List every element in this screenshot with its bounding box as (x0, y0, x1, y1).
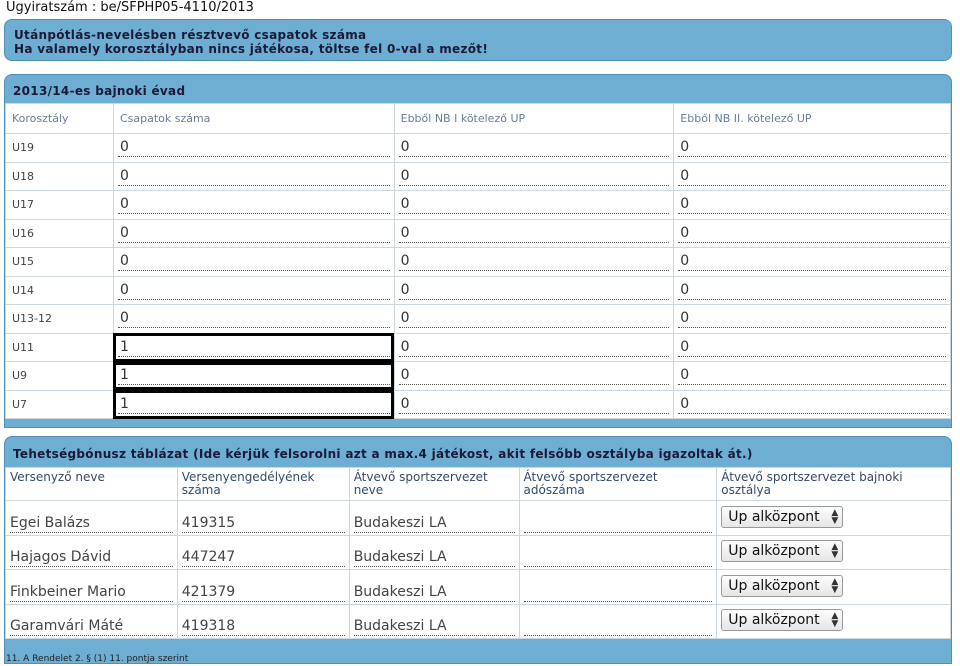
tax-cell[interactable] (519, 570, 717, 605)
bonus-table (5, 467, 951, 639)
club-name-input[interactable]: Budakeszi LA (354, 548, 515, 567)
nb1-input[interactable]: 0 (399, 252, 670, 271)
nb2-cell[interactable] (674, 248, 951, 277)
nb2-input[interactable]: 0 (678, 167, 946, 186)
club-cell[interactable] (349, 501, 519, 536)
teams-cell[interactable] (113, 248, 394, 277)
teams-cell[interactable] (113, 333, 394, 362)
footnote: 11. A Rendelet 2. § (1) 11. pontja szerint (6, 654, 189, 664)
nb2-cell[interactable] (674, 276, 951, 305)
col-club-name: Átvevő sportszervezet neve (349, 468, 519, 501)
season-row (6, 276, 951, 305)
nb2-cell[interactable] (674, 305, 951, 334)
season-header-row (6, 104, 951, 134)
division-select-value: Up alközpont (728, 508, 820, 525)
updown-arrows-icon: ▲ ▼ (831, 507, 839, 526)
nb1-input[interactable]: 0 (399, 224, 670, 243)
club-name-input[interactable]: Budakeszi LA (354, 514, 515, 533)
nb1-cell[interactable] (394, 219, 674, 248)
division-cell[interactable] (717, 570, 951, 605)
notice-line-1: Utánpótlás-nevelésben résztvevő csapatok száma (14, 28, 367, 42)
nb2-input[interactable]: 0 (678, 309, 946, 328)
nb1-input[interactable]: 0 (399, 281, 670, 300)
teams-input[interactable]: 0 (118, 138, 390, 157)
nb1-input[interactable]: 0 (399, 195, 670, 214)
teams-cell[interactable] (113, 191, 394, 220)
nb1-input[interactable]: 0 (399, 309, 670, 328)
tax-cell[interactable] (519, 501, 717, 536)
age-label: U18 (6, 162, 114, 191)
nb2-input[interactable]: 0 (678, 252, 946, 271)
col-nb1-up: Ebből NB I kötelező UP (394, 104, 674, 134)
bonus-row (6, 570, 951, 605)
nb1-cell[interactable] (394, 134, 674, 163)
col-nb2-up: Ebből NB II. kötelező UP (674, 104, 951, 134)
division-select-value: Up alközpont (728, 543, 820, 559)
player-name-input[interactable]: Finkbeiner Mario (10, 583, 173, 602)
col-license-number: Versenyengedélyének száma (177, 468, 349, 501)
age-label: U11 (6, 333, 114, 362)
license-input[interactable]: 447247 (182, 548, 345, 567)
teams-cell[interactable] (113, 362, 394, 391)
age-label: U15 (6, 248, 114, 277)
col-club-tax-number: Átvevő sportszervezet adószáma (519, 468, 717, 501)
season-row (6, 390, 951, 419)
season-row (6, 248, 951, 277)
club-cell[interactable] (349, 570, 519, 605)
season-row (6, 362, 951, 391)
teams-input[interactable]: 0 (118, 252, 390, 271)
bonus-title: Tehetségbónusz táblázat (Ide kérjük felsorolni azt a max.4 játékost, akit felsőbb osztályba igazoltak át.) (13, 447, 753, 461)
license-input[interactable]: 419318 (182, 617, 345, 636)
season-row (6, 191, 951, 220)
teams-input[interactable]: 0 (118, 281, 390, 300)
teams-cell[interactable] (113, 134, 394, 163)
bonus-header-row (6, 468, 951, 501)
teams-cell[interactable] (113, 390, 394, 419)
nb1-cell[interactable] (394, 248, 674, 277)
season-row (6, 162, 951, 191)
season-row (6, 219, 951, 248)
teams-cell[interactable] (113, 219, 394, 248)
bonus-row (6, 535, 951, 570)
name-cell[interactable] (6, 604, 178, 639)
license-cell[interactable] (177, 570, 349, 605)
tax-cell[interactable] (519, 535, 717, 570)
division-cell[interactable] (717, 604, 951, 639)
age-label: U13-12 (6, 305, 114, 334)
tax-number-input[interactable] (524, 548, 713, 567)
player-name-input[interactable]: Egei Balázs (10, 514, 173, 533)
division-select[interactable] (721, 506, 843, 528)
bonus-row (6, 604, 951, 639)
age-label: U17 (6, 191, 114, 220)
age-label: U19 (6, 134, 114, 163)
col-age-group: Korosztály (6, 104, 114, 134)
col-club-division: Átvevő sportszervezet bajnoki osztálya (717, 468, 951, 501)
teams-cell[interactable] (113, 276, 394, 305)
name-cell[interactable] (6, 570, 178, 605)
season-panel (4, 74, 952, 428)
nb2-input[interactable]: 0 (678, 195, 946, 214)
updown-arrows-icon: ▲ ▼ (831, 576, 839, 595)
season-row (6, 305, 951, 334)
age-label: U14 (6, 276, 114, 305)
license-input[interactable]: 419315 (182, 514, 345, 533)
nb2-cell[interactable] (674, 219, 951, 248)
license-input[interactable]: 421379 (182, 583, 345, 602)
teams-input[interactable]: 1 (118, 338, 390, 357)
division-select[interactable] (721, 540, 843, 562)
nb1-cell[interactable] (394, 362, 674, 391)
club-name-input[interactable]: Budakeszi LA (354, 617, 515, 636)
col-team-count: Csapatok száma (113, 104, 394, 134)
age-label: U7 (6, 390, 114, 419)
nb1-input[interactable]: 0 (399, 366, 670, 385)
license-cell[interactable] (177, 501, 349, 536)
notice-panel (4, 19, 952, 61)
nb2-input[interactable]: 0 (678, 366, 946, 385)
nb1-cell[interactable] (394, 162, 674, 191)
reference-number: Ügyiratszám : be/SFPHP05-4110/2013 (6, 0, 254, 15)
nb2-input[interactable]: 0 (678, 224, 946, 243)
teams-input[interactable]: 0 (118, 167, 390, 186)
nb1-cell[interactable] (394, 333, 674, 362)
tax-cell[interactable] (519, 604, 717, 639)
nb2-input[interactable]: 0 (678, 281, 946, 300)
division-select-value: Up alközpont (728, 577, 820, 594)
teams-input[interactable]: 0 (118, 224, 390, 243)
teams-input[interactable]: 0 (118, 309, 390, 328)
division-cell[interactable] (717, 535, 951, 570)
name-cell[interactable] (6, 535, 178, 570)
nb1-input[interactable]: 0 (399, 338, 670, 357)
season-table (5, 103, 951, 419)
nb1-input[interactable]: 0 (399, 167, 670, 186)
nb1-input[interactable]: 0 (399, 395, 670, 414)
division-select[interactable] (721, 609, 843, 631)
notice-line-2: Ha valamely korosztályban nincs játékosa, töltse fel 0-val a mezőt! (14, 42, 489, 56)
teams-cell[interactable] (113, 162, 394, 191)
nb1-cell[interactable] (394, 390, 674, 419)
bonus-row (6, 501, 951, 536)
updown-arrows-icon: ▲ ▼ (831, 611, 839, 629)
nb1-input[interactable]: 0 (399, 138, 670, 157)
nb1-cell[interactable] (394, 305, 674, 334)
nb2-cell[interactable] (674, 333, 951, 362)
nb2-cell[interactable] (674, 362, 951, 391)
player-name-input[interactable]: Hajagos Dávid (10, 548, 173, 567)
teams-input[interactable]: 1 (118, 395, 390, 414)
age-label: U9 (6, 362, 114, 391)
nb2-cell[interactable] (674, 134, 951, 163)
division-select[interactable] (721, 575, 843, 597)
club-name-input[interactable]: Budakeszi LA (354, 583, 515, 602)
nb2-input[interactable]: 0 (678, 395, 946, 414)
nb1-cell[interactable] (394, 276, 674, 305)
season-title: 2013/14-es bajnoki évad (13, 84, 186, 98)
season-row (6, 333, 951, 362)
nb1-cell[interactable] (394, 191, 674, 220)
tax-number-input[interactable] (524, 514, 713, 533)
license-cell[interactable] (177, 535, 349, 570)
col-player-name: Versenyző neve (6, 468, 178, 501)
division-cell[interactable] (717, 501, 951, 536)
nb2-cell[interactable] (674, 191, 951, 220)
club-cell[interactable] (349, 604, 519, 639)
nb2-input[interactable]: 0 (678, 338, 946, 357)
division-select-value: Up alközpont (728, 612, 820, 628)
nb2-cell[interactable] (674, 162, 951, 191)
updown-arrows-icon: ▲ ▼ (831, 542, 839, 560)
nb2-cell[interactable] (674, 390, 951, 419)
license-cell[interactable] (177, 604, 349, 639)
player-name-input[interactable]: Garamvári Máté (10, 617, 173, 636)
tax-number-input[interactable] (524, 617, 713, 636)
teams-input[interactable]: 1 (118, 366, 390, 385)
age-label: U16 (6, 219, 114, 248)
teams-cell[interactable] (113, 305, 394, 334)
bonus-panel (4, 436, 952, 664)
club-cell[interactable] (349, 535, 519, 570)
nb2-input[interactable]: 0 (678, 138, 946, 157)
teams-input[interactable]: 0 (118, 195, 390, 214)
tax-number-input[interactable] (524, 583, 713, 602)
season-row (6, 134, 951, 163)
name-cell[interactable] (6, 501, 178, 536)
